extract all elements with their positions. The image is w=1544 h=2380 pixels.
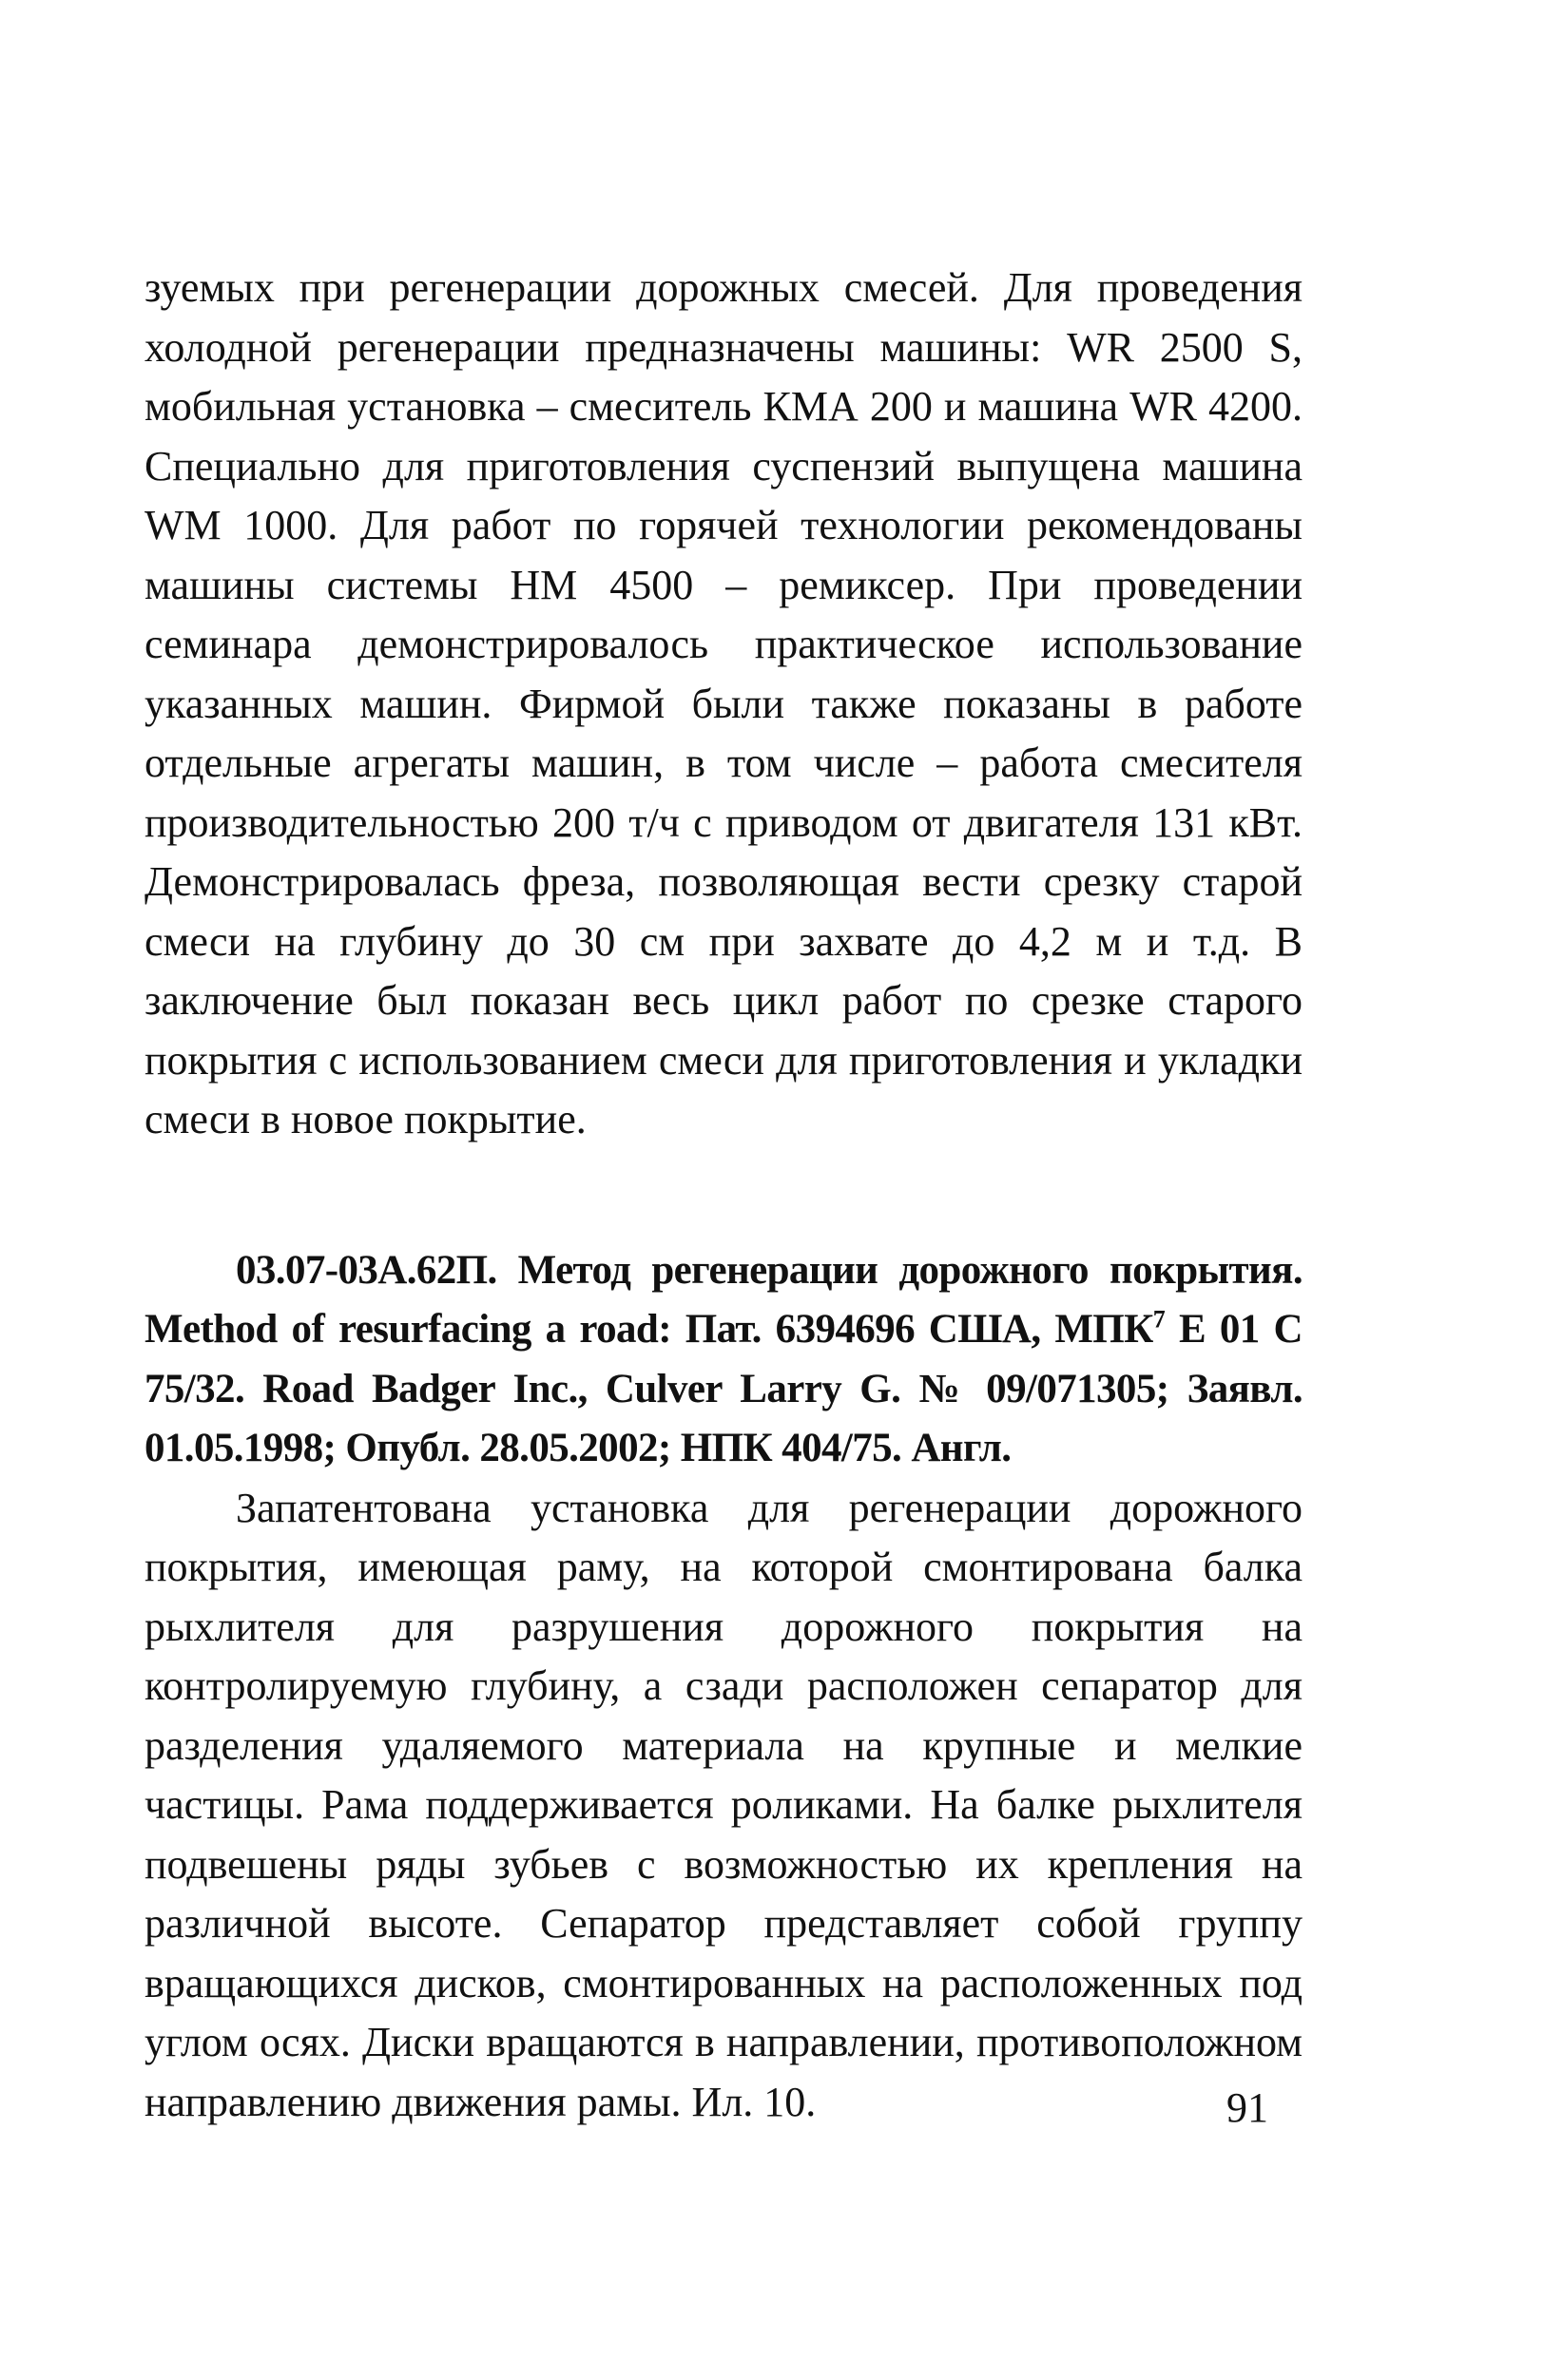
- entry-heading-part1: 03.07-03А.62П. Метод регенерации дорожного покрытия. Method of resurfacing a road: Пат. 6394696 США, МПК: [145, 1247, 1303, 1352]
- page-content: [145, 259, 1303, 2132]
- continuation-paragraph: зуемых при регенерации дорожных смесей. Для проведения холодной регенерации предназначены машины: WR 2500 S, мобильная установка – смеситель КМА 200 и машина WR 4200. Специально для приготовления суспензий выпущена машина WM 1000. Для работ по горячей технологии рекомендованы машины системы НМ 4500 – ремиксер. При проведении семинара демонстрировалось практическое использование указанных машин. Фирмой были также показаны в работе отдельные агрегаты машин, в том числе – работа смесителя производительностью 200 т/ч с приводом от двигателя 131 кВт. Демонстрировалась фреза, позволяющая вести срезку старой смеси на глубину до 30 см при захвате до 4,2 м и т.д. В заключение был показан весь цикл работ по срезке старого покрытия с использованием смеси для приготовления и укладки смеси в новое покрытие.: [145, 264, 1303, 1142]
- ipc-edition-superscript: 7: [1152, 1305, 1166, 1334]
- entry-heading-part2: Е 01 С 75/32. Road Badger Inc., Culver Larry G. № 09/071305; Заявл. 01.05.1998; Опубл. 28.05.2002; НПК 404/75. Англ.: [145, 1307, 1303, 1470]
- entry-heading: [145, 1241, 1303, 1479]
- entry-abstract: Запатентована установка для регенерации дорожного покрытия, имеющая раму, на которой смонтирована балка рыхлителя для разрушения дорожного покрытия на контролируемую глубину, а сзади расположен сепаратор для разделения удаляемого материала на крупные и мелкие частицы. Рама поддерживается роликами. На балке рыхлителя подвешены ряды зубьев с возможностью их крепления на различной высоте. Сепаратор представляет собой группу вращающихся дисков, смонтированных на расположенных под углом осях. Диски вращаются в направлении, противоположном направлению движения рамы. Ил. 10.: [145, 1484, 1303, 2125]
- page-number: 91: [1226, 2084, 1268, 2131]
